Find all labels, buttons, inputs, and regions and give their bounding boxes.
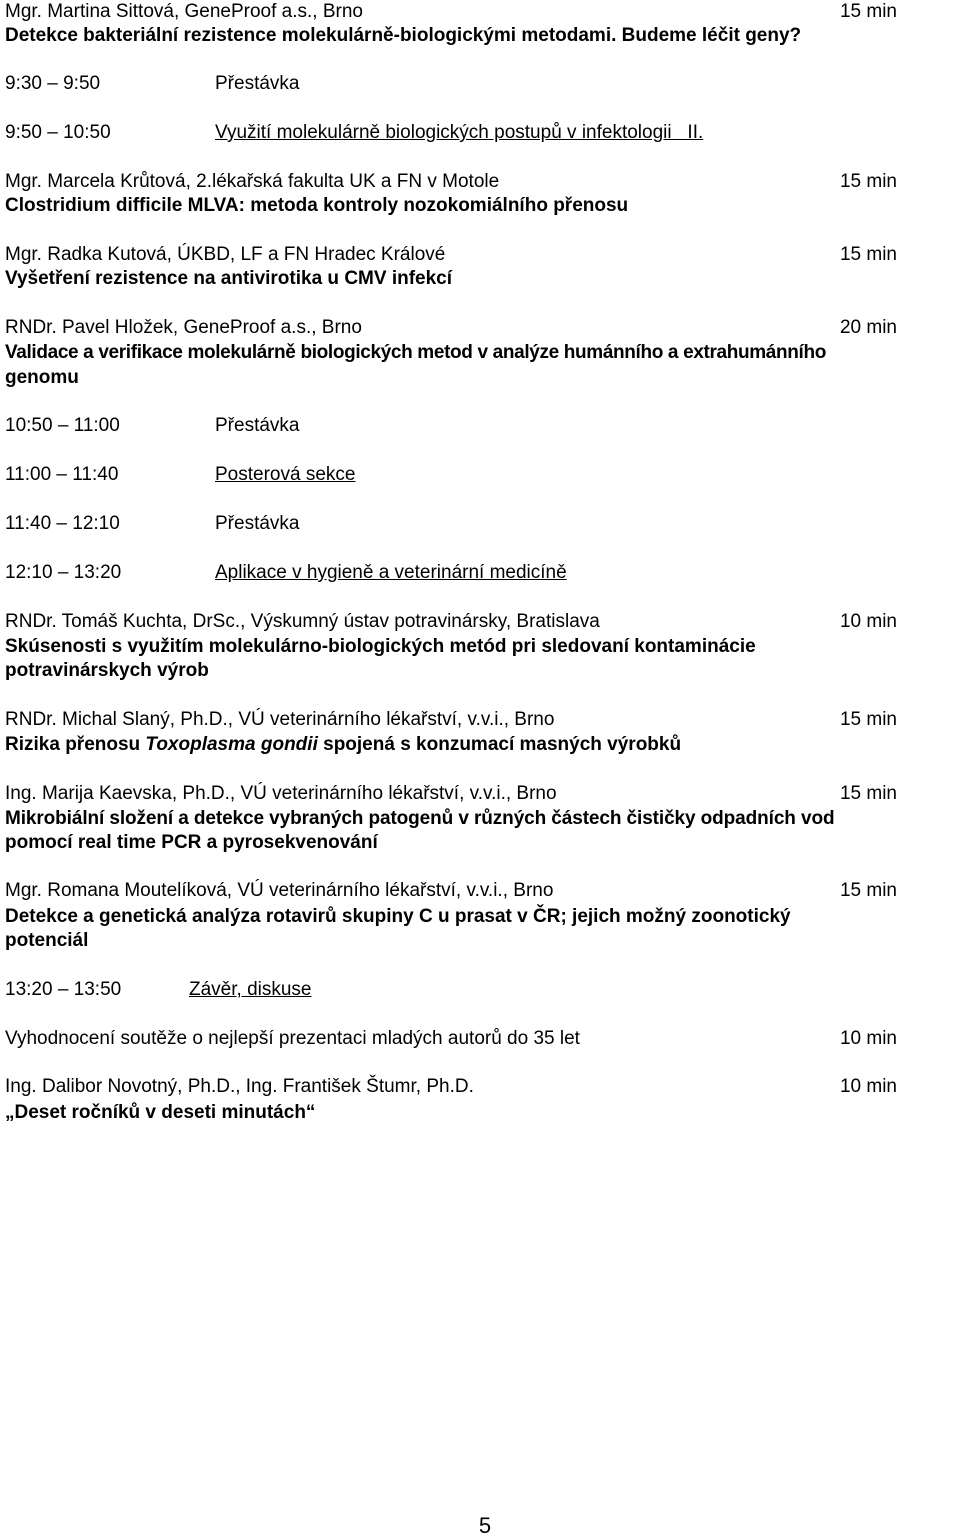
speaker-line: RNDr. Tomáš Kuchta, DrSc., Výskumný ústav potravinársky, Bratislava xyxy=(5,611,600,632)
award-line: Vyhodnocení soutěže o nejlepší prezentaci mladých autorů do 35 let xyxy=(5,1028,580,1049)
session-time: 9:30 – 9:50 xyxy=(5,73,101,94)
page-number: 5 xyxy=(478,1513,492,1538)
session-label: Přestávka xyxy=(215,513,300,534)
duration: 10 min xyxy=(839,1076,897,1097)
speaker-line: Mgr. Martina Sittová, GeneProof a.s., Brno xyxy=(5,1,363,22)
title-part: spojená s konzumací masných výrobků xyxy=(317,734,682,755)
talk-title: Skúsenosti s využitím molekulárno-biologických metód pri sledovaní kontaminácie xyxy=(5,636,756,657)
duration: 10 min xyxy=(839,1028,897,1049)
talk-title: Vyšetření rezistence na antivirotika u CMV infekcí xyxy=(5,268,453,289)
speaker-line: Mgr. Marcela Krůtová, 2.lékařská fakulta UK a FN v Motole xyxy=(5,171,500,192)
talk-title: Detekce bakteriální rezistence molekulárně-biologickými metodami. Budeme léčit geny? xyxy=(5,25,802,46)
session-label: Přestávka xyxy=(215,73,300,94)
duration: 15 min xyxy=(839,783,897,804)
duration: 15 min xyxy=(839,244,897,265)
talk-title: Detekce a genetická analýza rotavirů skupiny C u prasat v ČR; jejich možný zoonotický xyxy=(5,906,791,927)
talk-title: „Deset ročníků v deseti minutách“ xyxy=(5,1102,316,1123)
duration: 15 min xyxy=(839,709,897,730)
talk-title: Clostridium difficile MLVA: metoda kontroly nozokomiálního přenosu xyxy=(5,195,629,216)
duration: 10 min xyxy=(839,611,897,632)
title-part: Rizika přenosu xyxy=(5,734,146,755)
talk-title-cont: genomu xyxy=(5,367,79,388)
session-time: 11:00 – 11:40 xyxy=(5,464,119,485)
duration: 15 min xyxy=(839,1,897,22)
duration: 15 min xyxy=(839,880,897,901)
speaker-line: Ing. Dalibor Novotný, Ph.D., Ing. František Štumr, Ph.D. xyxy=(5,1076,474,1097)
session-label: Přestávka xyxy=(215,415,300,436)
session-time: 11:40 – 12:10 xyxy=(5,513,120,534)
session-label: Závěr, diskuse xyxy=(189,979,312,1000)
speaker-line: RNDr. Pavel Hložek, GeneProof a.s., Brno xyxy=(5,317,362,338)
title-species: Toxoplasma gondii xyxy=(145,734,318,755)
session-time: 12:10 – 13:20 xyxy=(5,562,122,583)
duration: 20 min xyxy=(839,317,897,338)
duration: 15 min xyxy=(839,171,897,192)
talk-title-cont: potravinárskych výrob xyxy=(5,660,209,681)
speaker-line: Ing. Marija Kaevska, Ph.D., VÚ veterinárního lékařství, v.v.i., Brno xyxy=(5,783,557,804)
talk-title: Validace a verifikace molekulárně biologických metod v analýze humánního a extrahumánního xyxy=(5,342,826,363)
session-time: 13:20 – 13:50 xyxy=(5,979,122,1000)
session-time: 10:50 – 11:00 xyxy=(5,415,120,436)
speaker-line: Mgr. Romana Moutelíková, VÚ veterinárního lékařství, v.v.i., Brno xyxy=(5,880,554,901)
speaker-line: Mgr. Radka Kutová, ÚKBD, LF a FN Hradec Králové xyxy=(5,244,446,265)
talk-title: Mikrobiální složení a detekce vybraných patogenů v různých částech čističky odpadních vod xyxy=(5,808,835,829)
session-time: 9:50 – 10:50 xyxy=(5,122,111,143)
session-label: Aplikace v hygieně a veterinární medicíně xyxy=(215,562,567,583)
session-label: Posterová sekce xyxy=(215,464,356,485)
talk-title-cont: potenciál xyxy=(5,930,89,951)
session-label: Využití molekulárně biologických postupů v infektologii II. xyxy=(215,122,704,143)
talk-title-cont: pomocí real time PCR a pyrosekvenování xyxy=(5,832,378,853)
speaker-line: RNDr. Michal Slaný, Ph.D., VÚ veterinárního lékařství, v.v.i., Brno xyxy=(5,709,555,730)
talk-title xyxy=(5,733,681,757)
